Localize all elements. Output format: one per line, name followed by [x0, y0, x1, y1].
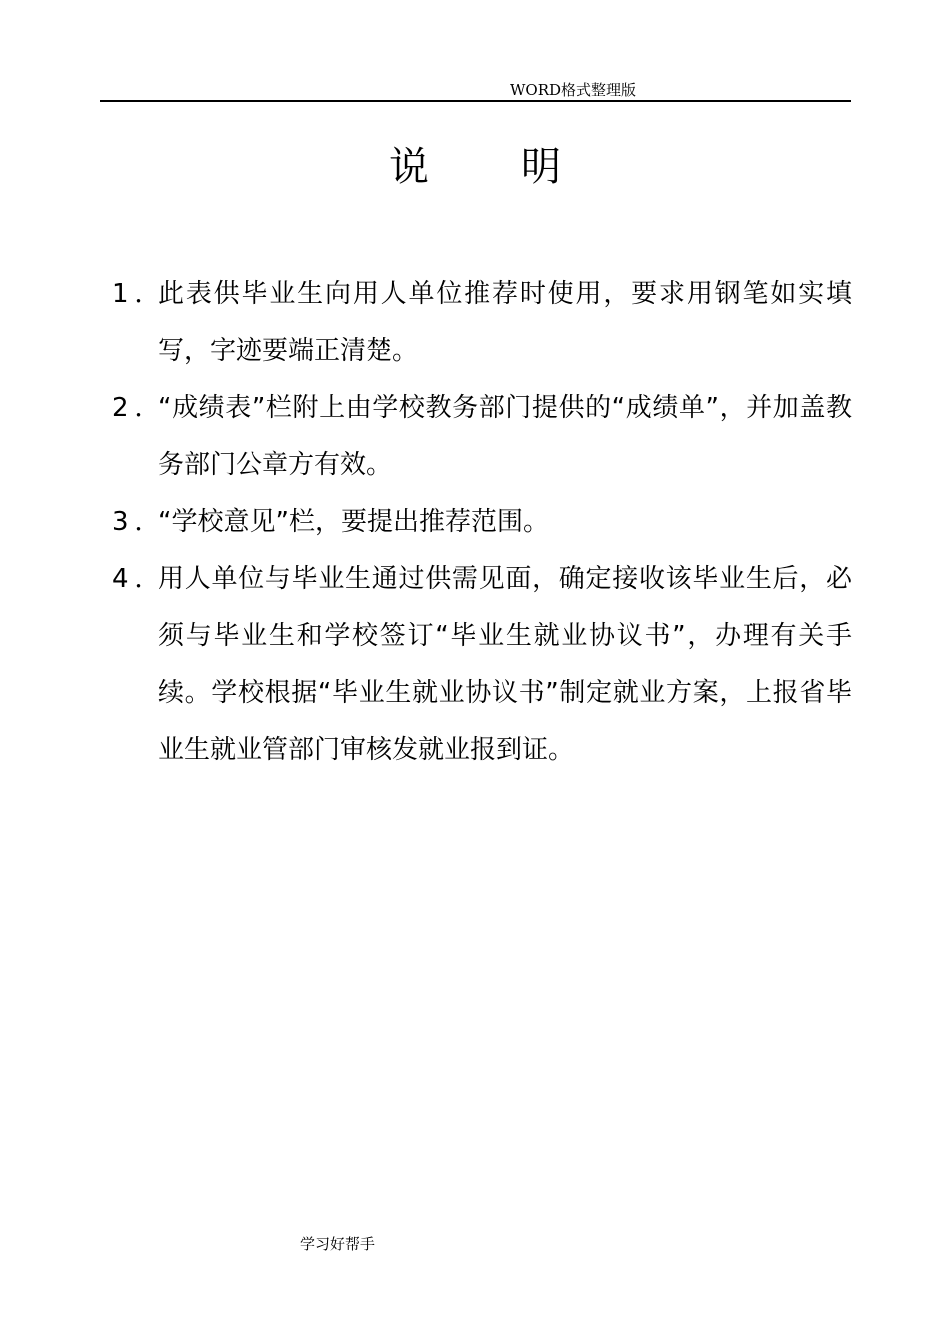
instruction-number: 4． — [112, 564, 167, 594]
page-footer-text: 学习好帮手 — [300, 1235, 376, 1253]
page-header-text: WORD格式整理版 — [510, 81, 637, 99]
page-title-char-1: 说 — [389, 144, 429, 190]
instruction-item — [112, 551, 852, 779]
page-title-char-2: 明 — [521, 144, 561, 190]
header-rule — [100, 100, 851, 102]
instruction-number: 1． — [112, 279, 167, 309]
instruction-text: 用人单位与毕业生通过供需见面，确定接收该毕业生后，必须与毕业生和学校签订“毕业生就业协议书”，办理有关手续。学校根据“毕业生就业协议书”制定就业方案，上报省毕业生就业管部门审核发就业报到证。 — [158, 564, 852, 765]
instruction-text: 此表供毕业生向用人单位推荐时使用，要求用钢笔如实填写，字迹要端正清楚。 — [158, 279, 852, 366]
instruction-text: “学校意见”栏，要提出推荐范围。 — [158, 507, 549, 537]
instruction-list — [112, 266, 852, 779]
instruction-item — [112, 494, 852, 551]
page-title — [0, 140, 950, 194]
instruction-number: 3． — [112, 507, 167, 537]
instruction-item — [112, 266, 852, 380]
instruction-item — [112, 380, 852, 494]
instruction-text: “成绩表”栏附上由学校教务部门提供的“成绩单”，并加盖教务部门公章方有效。 — [158, 393, 852, 480]
instruction-number: 2． — [112, 393, 167, 423]
